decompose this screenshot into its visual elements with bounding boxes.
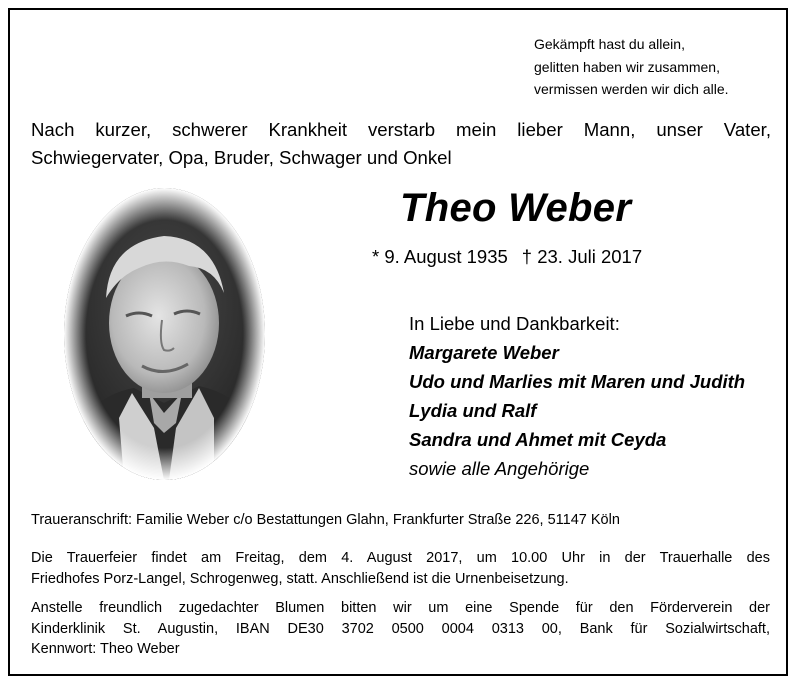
donation-line: Anstelle freundlich zugedachter Blumen bitten wir um eine Spende für den Förderverein der [31, 600, 770, 616]
life-dates [372, 246, 642, 268]
family-list [409, 309, 745, 483]
intro-line: Nach kurzer, schwerer Krankheit verstarb mein lieber Mann, unser Vater, [31, 119, 771, 140]
motto-line: vermissen werden wir dich alle. [534, 81, 729, 97]
intro-text [31, 116, 771, 172]
ceremony-line: Friedhofes Porz-Langel, Schrogenweg, statt. Anschließend ist die Urnenbeisetzung. [31, 570, 569, 587]
family-heading: In Liebe und Dankbarkeit: [409, 313, 620, 334]
ceremony-paragraph [31, 548, 770, 589]
family-member: Sandra und Ahmet mit Ceyda [409, 429, 667, 450]
birth-date: * 9. August 1935 [372, 246, 508, 267]
donation-paragraph [31, 598, 770, 660]
family-member: Udo und Marlies mit Maren und Judith [409, 371, 746, 392]
motto-verse [534, 33, 784, 101]
portrait-photo [64, 188, 265, 480]
motto-line: Gekämpft hast du allein, [534, 36, 685, 52]
mourning-address: Traueranschrift: Familie Weber c/o Bestattungen Glahn, Frankfurter Straße 226, 51147 Köln [31, 512, 620, 528]
death-date: † 23. Juli 2017 [521, 246, 643, 267]
deceased-name: Theo Weber [400, 186, 632, 230]
family-member: Lydia und Ralf [409, 400, 537, 421]
motto-line: gelitten haben wir zusammen, [534, 58, 720, 75]
family-closing: sowie alle Angehörige [409, 458, 590, 479]
intro-line: Schwiegervater, Opa, Bruder, Schwager und Onkel [31, 147, 452, 168]
donation-line: Kennwort: Theo Weber [31, 641, 180, 657]
ceremony-line: Die Trauerfeier findet am Freitag, dem 4. August 2017, um 10.00 Uhr in der Trauerhalle des [31, 550, 770, 566]
family-member: Margarete Weber [409, 342, 559, 363]
donation-line: Kinderklinik St. Augustin, IBAN DE30 3702 0500 0004 0313 00, Bank für Sozialwirtschaft, [31, 620, 770, 637]
